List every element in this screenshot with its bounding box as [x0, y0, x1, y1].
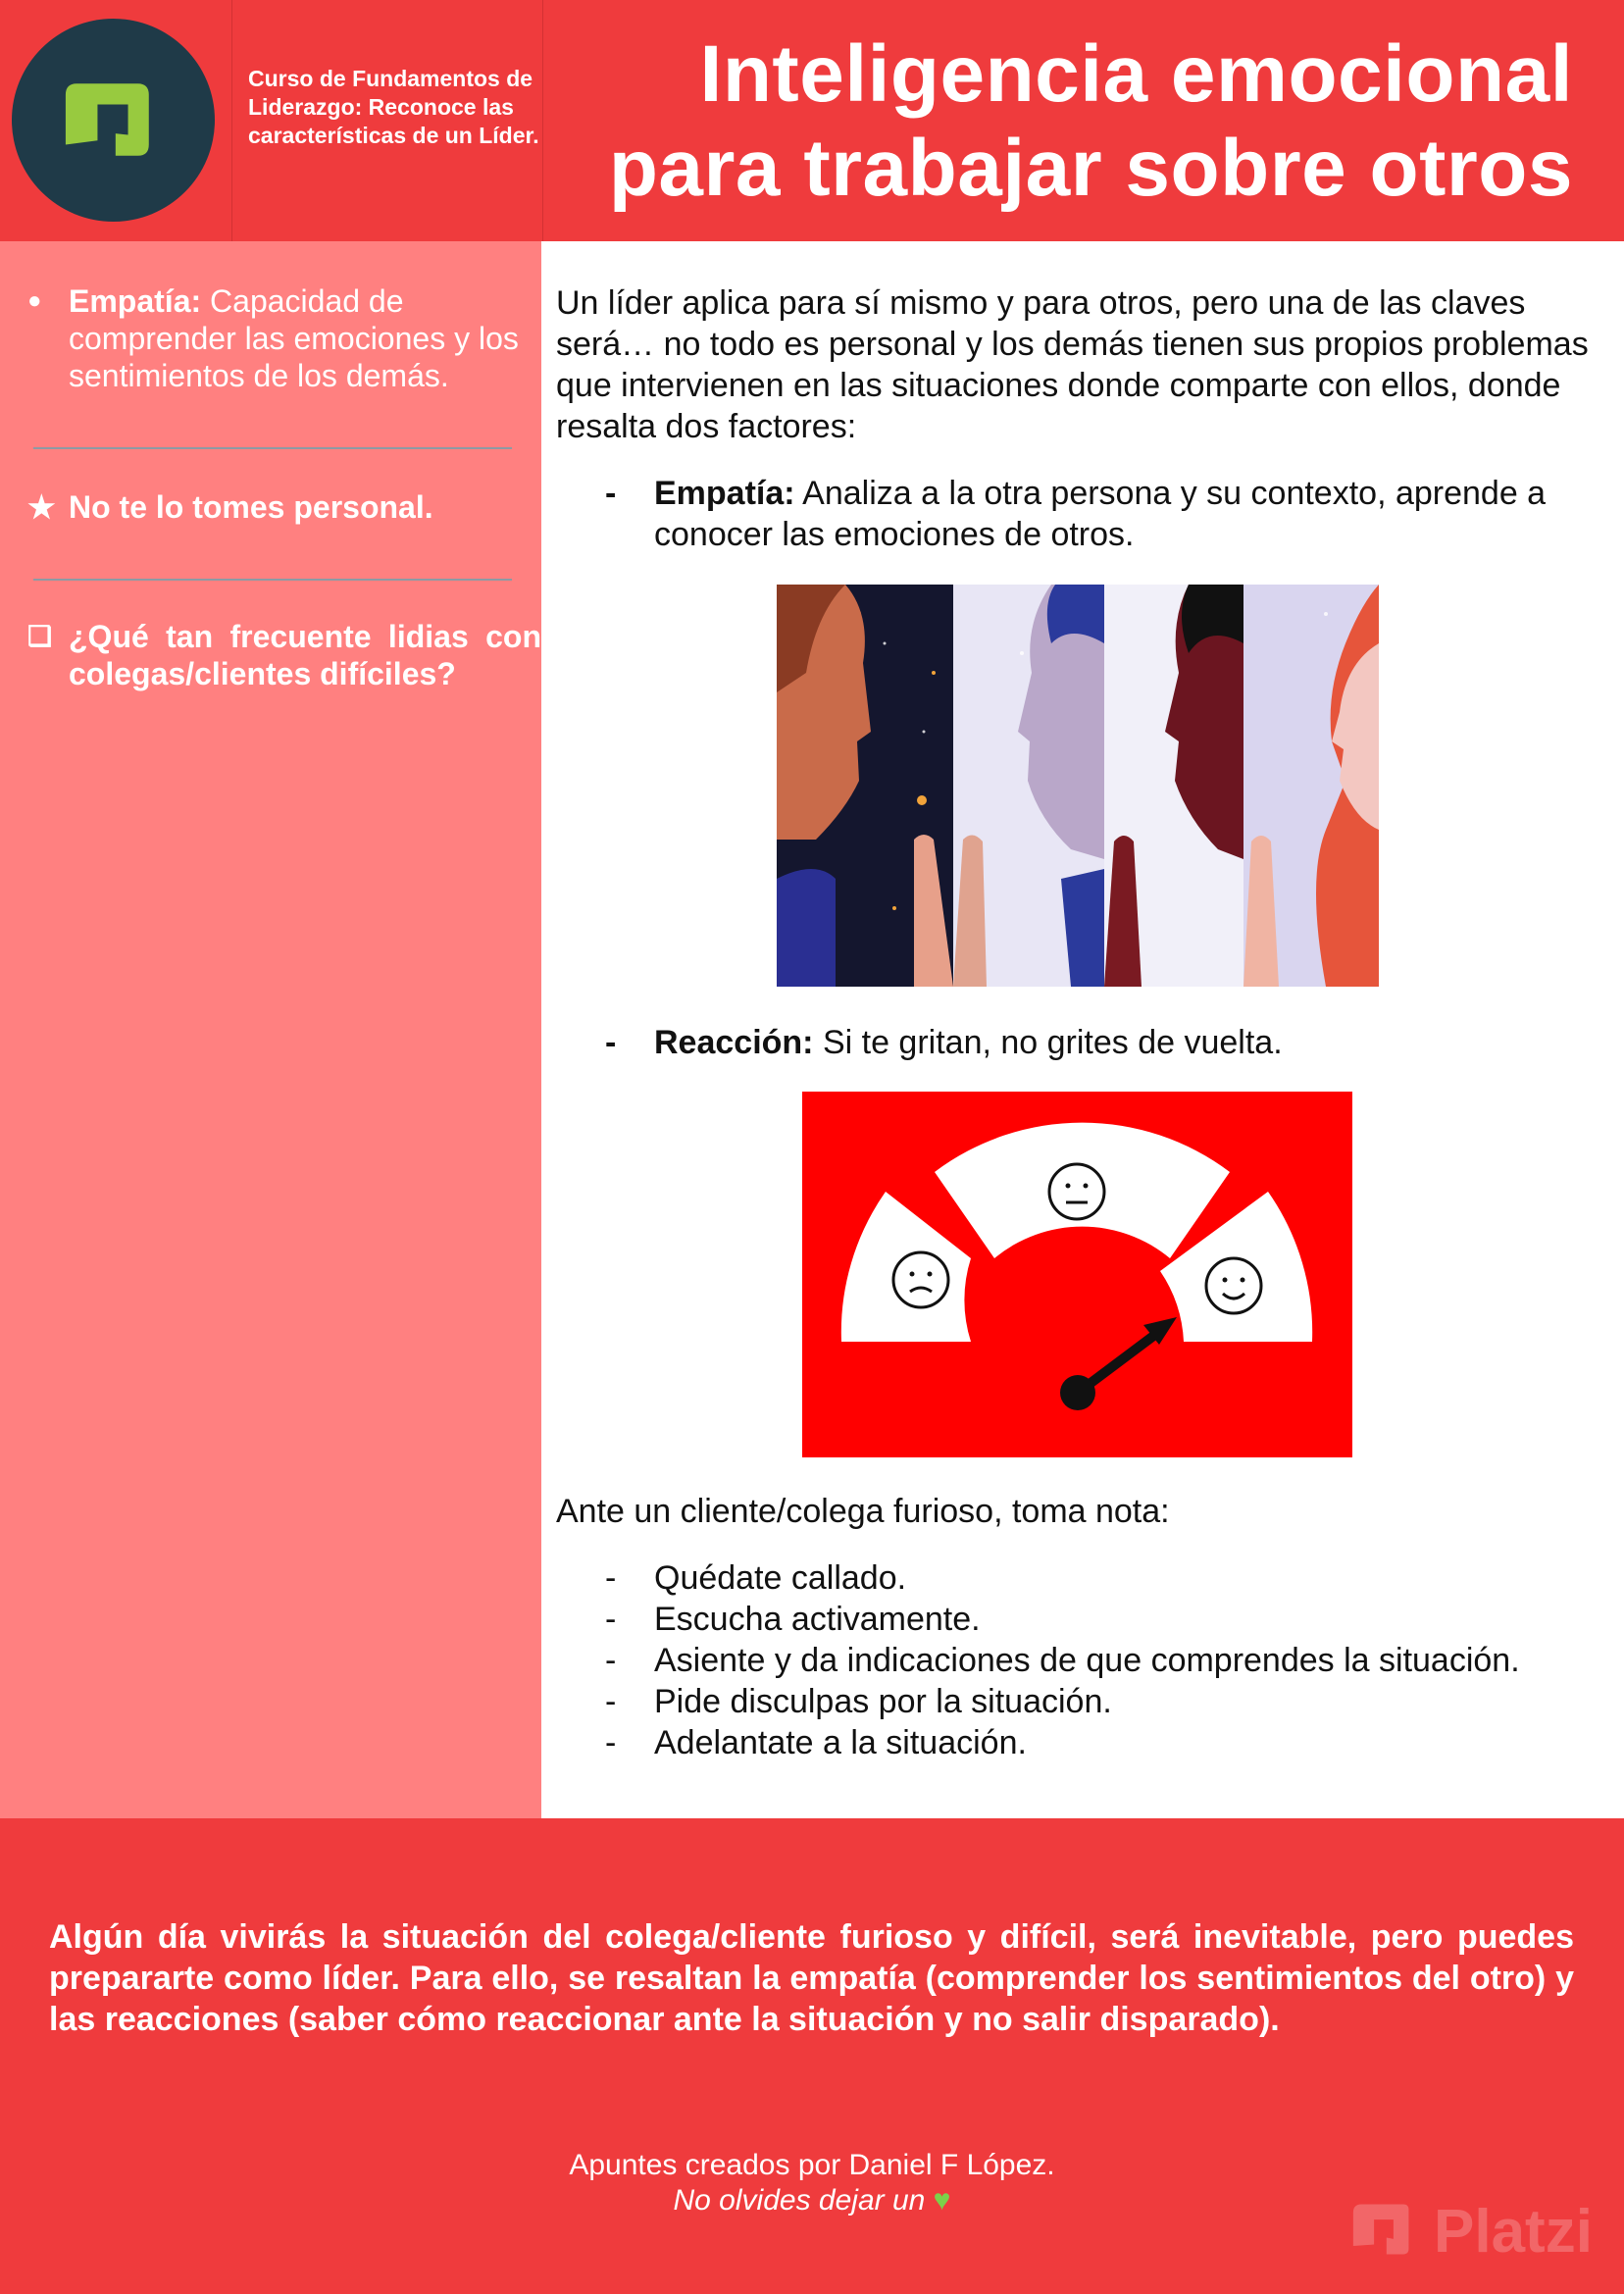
page-title [592, 27, 1573, 216]
mood-gauge-illustration [802, 1092, 1352, 1457]
logo-cell [0, 0, 232, 241]
platzi-logo-icon [12, 19, 215, 222]
green-heart-icon: ♥ [933, 2184, 951, 2217]
factor-empatia-text [654, 473, 1596, 555]
sidebar [0, 241, 541, 1818]
empathy-faces-illustration [777, 585, 1379, 987]
dash-marker: - [605, 1724, 617, 1761]
star-icon: ★ [27, 489, 56, 525]
factor-reaccion-label: Reacción: [654, 1024, 814, 1061]
note-intro: Ante un cliente/colega furioso, toma nota: [556, 1493, 1170, 1530]
platzi-watermark [1340, 2175, 1624, 2283]
divider [33, 579, 512, 581]
course-cell [232, 0, 543, 241]
course-name: Curso de Fundamentos de Liderazgo: Reconoce las características de un Líder. [248, 66, 539, 148]
dash-marker: - [605, 1601, 617, 1638]
sidebar-empatia-definition: Capacidad de comprender las emociones y los sentimientos de los demás. [69, 283, 519, 393]
dash-marker: - [605, 1642, 617, 1679]
dash-marker: - [605, 475, 617, 512]
intro-paragraph: Un líder aplica para sí mismo y para otros, pero una de las claves será… no todo es personal y los demás tienen sus propios problemas que intervienen en las situaciones donde comparte con ellos, donde resalta dos factores: [556, 284, 1589, 445]
note-text: Asiente y da indicaciones de que comprendes la situación. [654, 1642, 1520, 1679]
summary-paragraph: Algún día vivirás la situación del colega/cliente furioso y difícil, será inevitable, pero puedes prepararte como líder. Para ello, se resaltan la empatía (comprender los sentimientos del otro) y las reacciones (saber cómo reaccionar ante la situación y no salir disparado). [49, 1918, 1574, 2038]
note-text: Escucha activamente. [654, 1601, 981, 1638]
main-content [542, 241, 1624, 1818]
watermark-text: Platzi [1434, 2198, 1593, 2266]
title-line-1: Inteligencia emocional [699, 29, 1573, 119]
factor-reaccion-text [654, 1022, 1596, 1063]
title-line-2: para trabajar sobre otros [608, 124, 1573, 213]
header-banner [0, 0, 1624, 241]
note-text: Adelantate a la situación. [654, 1724, 1027, 1761]
note-text: Quédate callado. [654, 1559, 907, 1597]
factor-empatia-label: Empatía: [654, 475, 795, 512]
note-text: Pide disculpas por la situación. [654, 1683, 1112, 1720]
sidebar-no-personal-text: No te lo tomes personal. [69, 489, 433, 525]
dash-marker: - [605, 1559, 617, 1597]
sidebar-question-text: ¿Qué tan frecuente lidias con colegas/clientes difíciles? [69, 619, 541, 691]
checkbox-icon: ❑ [27, 621, 53, 651]
author-credit: Apuntes creados por Daniel F López. [569, 2149, 1055, 2181]
reminder-label: No olvides dejar un [673, 2184, 926, 2217]
dash-marker: - [605, 1024, 617, 1061]
factor-reaccion-description: Si te gritan, no grites de vuelta. [813, 1024, 1283, 1061]
bullet-icon: ● [27, 287, 42, 314]
dash-marker: - [605, 1683, 617, 1720]
factor-empatia-description: Analiza a la otra persona y su contexto, aprende a conocer las emociones de otros. [654, 475, 1547, 553]
divider [33, 447, 512, 449]
sidebar-empatia-text [69, 282, 545, 394]
sidebar-empatia-label: Empatía: [69, 283, 202, 319]
